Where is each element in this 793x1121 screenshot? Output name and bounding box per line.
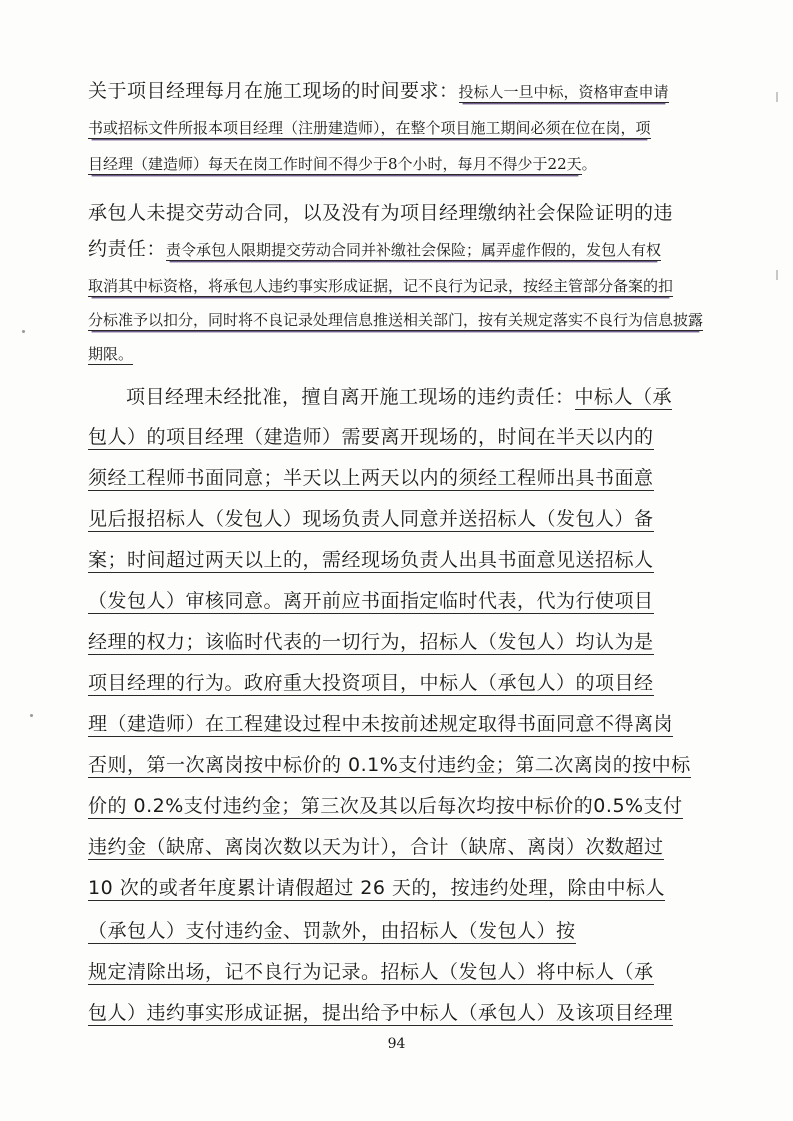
paragraph-line bbox=[88, 631, 654, 654]
paragraph-line bbox=[88, 238, 661, 261]
paragraph-line bbox=[88, 80, 669, 103]
scan-dot bbox=[30, 714, 33, 717]
section3-lead: 项目经理未经批准，擅自离开施工现场的违约责任： bbox=[126, 386, 575, 408]
section1-period: 。 bbox=[581, 155, 597, 173]
paragraph-line bbox=[88, 202, 673, 225]
section3-text: 见后报招标人（发包人）现场负责人同意并送招标人（发包人）备 bbox=[88, 508, 654, 530]
scan-margin-mark bbox=[776, 270, 778, 280]
paragraph-line bbox=[88, 920, 576, 943]
section3-text: 违约金（缺席、离岗次数以天为计），合计（缺席、离岗）次数超过 bbox=[88, 836, 664, 858]
scan-dot bbox=[22, 330, 25, 333]
section3-text: （发包人）审核同意。离开前应书面指定临时代表，代为行使项目 bbox=[88, 590, 654, 612]
section2-text: 责令承包人限期提交劳动合同并补缴社会保险；属弄虚作假的，发包人有权 bbox=[166, 241, 662, 259]
paragraph-line bbox=[88, 467, 654, 490]
section1-text: 书或招标文件所报本项目经理（注册建造师），在整个项目施工期间必须在位在岗，项 bbox=[88, 119, 651, 137]
paragraph-line bbox=[88, 154, 597, 173]
paragraph-line bbox=[88, 276, 673, 295]
paragraph-line bbox=[88, 795, 683, 818]
section3-text: 须经工程师书面同意；半天以上两天以内的须经工程师出具书面意 bbox=[88, 467, 654, 489]
section1-text: 投标人一旦中标，资格审查申请 bbox=[458, 83, 669, 101]
section3-text: 否则，第一次离岗按中标价的 0.1%支付违约金；第二次离岗的按中标 bbox=[88, 754, 691, 776]
section2-text: 取消其中标资格，将承包人违约事实形成证据，记不良行为记录，按经主管部分备案的扣 bbox=[88, 277, 674, 295]
section2-lead-cont: 约责任： bbox=[88, 238, 167, 260]
section3-text: 包人）违约事实形成证据，提出给予中标人（承包人）及该项目经理 bbox=[88, 1002, 674, 1024]
paragraph-line bbox=[88, 344, 133, 363]
paragraph-line bbox=[88, 713, 673, 736]
scan-margin-mark bbox=[776, 92, 778, 102]
section3-text: 理（建造师）在工程建设过程中未按前述规定取得书面同意不得离岗 bbox=[88, 713, 674, 735]
section3-text: 包人）的项目经理（建造师）需要离开现场的，时间在半天以内的 bbox=[88, 426, 654, 448]
section1-text: 目经理（建造师）每天在岗工作时间不得少于8个小时，每月不得少于22天 bbox=[88, 155, 582, 173]
paragraph-line bbox=[88, 549, 654, 572]
paragraph-line bbox=[88, 877, 665, 900]
paragraph-line bbox=[88, 426, 654, 449]
paragraph-line bbox=[88, 961, 654, 984]
paragraph-line bbox=[88, 118, 651, 137]
paragraph-line bbox=[88, 672, 654, 695]
paragraph-line bbox=[88, 1002, 673, 1025]
section3-text: （承包人）支付违约金、罚款外，由招标人（发包人）按 bbox=[88, 920, 576, 942]
section2-text: 分标准予以扣分，同时将不良记录处理信息推送相关部门，按有关规定落实不良行为信息披露 bbox=[88, 311, 704, 329]
paragraph-line bbox=[88, 310, 703, 329]
page-number: 94 bbox=[387, 1036, 406, 1052]
section3-text: 规定清除出场，记不良行为记录。招标人（发包人）将中标人（承 bbox=[88, 961, 654, 983]
section3-text: 经理的权力；该临时代表的一切行为，招标人（发包人）均认为是 bbox=[88, 631, 654, 653]
paragraph-line bbox=[88, 590, 654, 613]
section3-text: 案；时间超过两天以上的，需经现场负责人出具书面意见送招标人 bbox=[88, 549, 654, 571]
section3-text: 价的 0.2%支付违约金；第三次及其以后每次均按中标价的0.5%支付 bbox=[88, 795, 683, 817]
paragraph-line bbox=[88, 836, 664, 859]
section1-lead: 关于项目经理每月在施工现场的时间要求： bbox=[88, 80, 459, 102]
section3-text: 中标人（承 bbox=[574, 386, 673, 408]
paragraph-line bbox=[88, 508, 654, 531]
section3-text: 项目经理的行为。政府重大投资项目，中标人（承包人）的项目经 bbox=[88, 672, 654, 694]
section2-text: 期限。 bbox=[88, 345, 134, 363]
paragraph-line bbox=[88, 754, 691, 777]
paragraph-line bbox=[126, 386, 672, 409]
section3-text: 10 次的或者年度累计请假超过 26 天的，按违约处理，除由中标人 bbox=[88, 877, 665, 899]
section2-lead: 承包人未提交劳动合同，以及没有为项目经理缴纳社会保险证明的违 bbox=[88, 202, 674, 224]
